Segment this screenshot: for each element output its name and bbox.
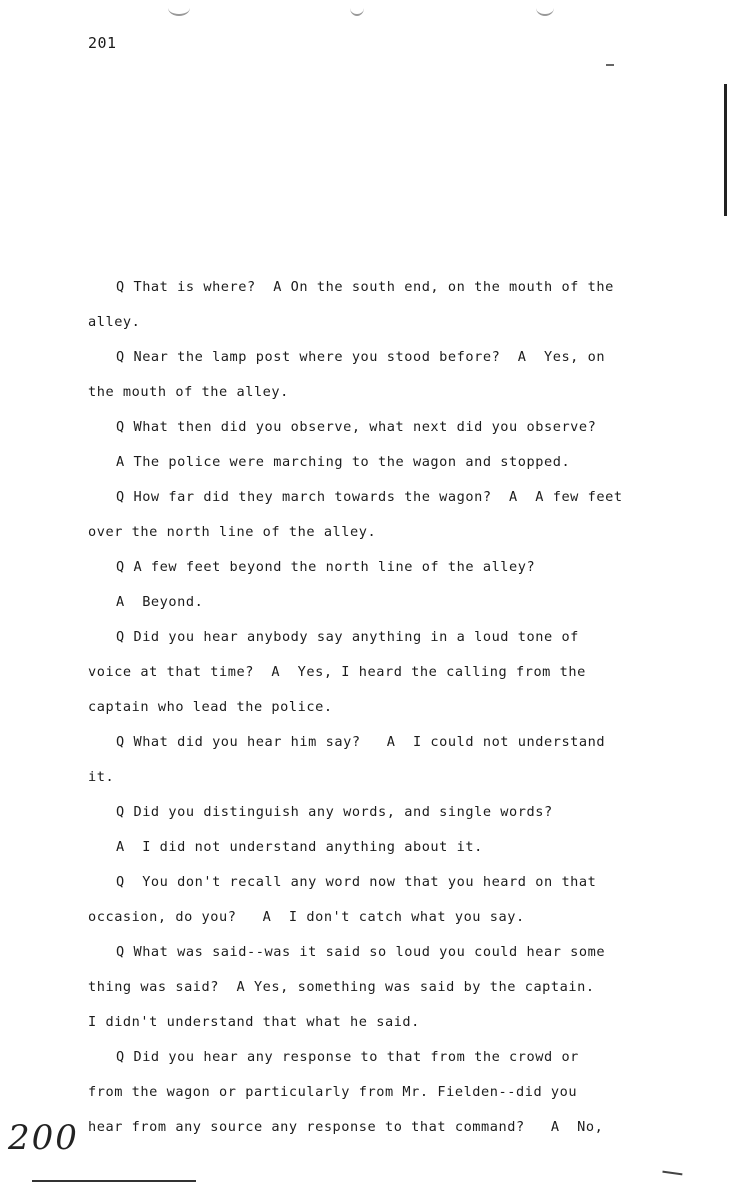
transcript-line: occasion, do you? A I don't catch what you say. [88,909,525,925]
transcript-line: hear from any source any response to that command? A No, [88,1119,604,1135]
scan-mark [662,1171,683,1182]
transcript-line: Q Did you distinguish any words, and single words? [116,804,553,820]
handwritten-margin-number: 200 [8,1118,79,1158]
transcript-line: captain who lead the police. [88,699,333,715]
footer-rule [32,1180,196,1182]
transcript-line: A I did not understand anything about it. [116,839,483,855]
transcript-line: Q Near the lamp post where you stood before? A Yes, on [116,349,606,365]
transcript-line: Q What did you hear him say? A I could not understand [116,734,606,750]
transcript-line: Q Did you hear any response to that from the crowd or [116,1049,579,1065]
margin-rule [724,84,727,216]
scan-smudge [350,0,364,16]
transcript-line: Q What then did you observe, what next did you observe? [116,419,597,435]
transcript-line: A Beyond. [116,594,204,610]
transcript-line: thing was said? A Yes, something was said by the captain. [88,979,595,995]
scan-mark [606,64,614,66]
page-number: 201 [88,34,117,52]
transcript-line: I didn't understand that what he said. [88,1014,420,1030]
transcript-line: Q You don't recall any word now that you heard on that [116,874,597,890]
transcript-line: Q That is where? A On the south end, on the mouth of the [116,279,614,295]
transcript-line: voice at that time? A Yes, I heard the calling from the [88,664,586,680]
transcript-line: Q Did you hear anybody say anything in a loud tone of [116,629,579,645]
transcript-line: from the wagon or particularly from Mr. Fielden--did you [88,1084,578,1100]
transcript-line: alley. [88,314,141,330]
transcript-line: the mouth of the alley. [88,384,289,400]
transcript-line: it. [88,769,115,785]
transcript-line: Q A few feet beyond the north line of the alley? [116,559,536,575]
transcript-line: over the north line of the alley. [88,524,377,540]
transcript-line: Q How far did they march towards the wagon? A A few feet [116,489,623,505]
scan-smudge [168,0,190,16]
transcript-line: A The police were marching to the wagon and stopped. [116,454,571,470]
transcript-line: Q What was said--was it said so loud you could hear some [116,944,606,960]
scan-smudge [536,0,554,16]
